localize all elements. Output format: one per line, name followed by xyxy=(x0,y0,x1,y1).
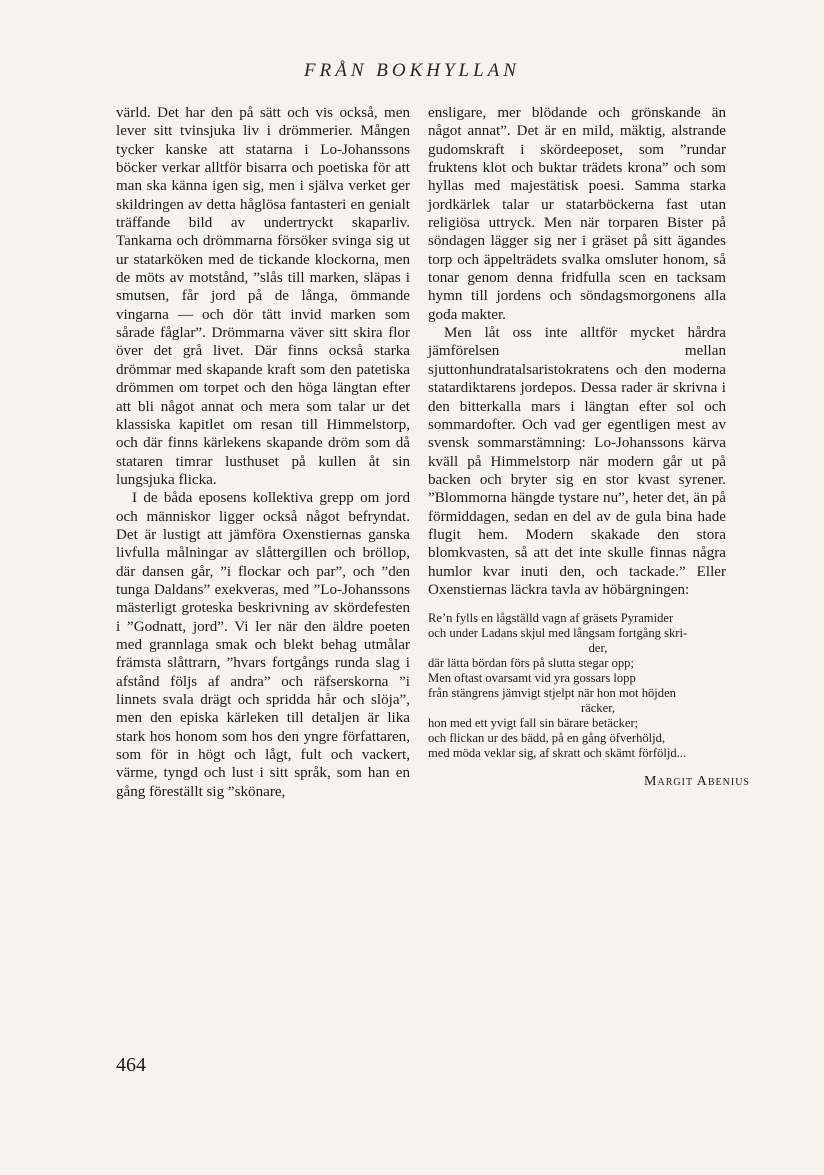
poem-line: och under Ladans skjul med långsam fortgång skri- xyxy=(428,626,688,640)
left-paragraph-2: I de båda eposens kollektiva grepp om jord och människor ligger också något befryndat. Det är lustigt att jämföra Oxenstiernas ganska livfulla målningar av slåttergillen och bröllop, där dansen går, ”i flockar och par”, och ”den tunga Daldans” exekveras, med ”Lo-Johanssons mästerligt groteska beskrivning av skördefesten i ”Godnatt, jord”. Vi ler när den äldre poeten med grannlaga smak och blekt behag utmålar främsta slåttrarn, ”hvars fortgångs runda slag i afstånd följs af andra” och räfserskorna ”i linnets svala drägt och spridda hår och slöja”, men den episka kärleken till detaljen är lika stark hos honom som hos den yngre författaren, som för in högt och lågt, fult och vackert, värme, tyngd och lust i sitt språk, som han en gång föreställt sig ”skönare, xyxy=(116,490,410,800)
poem-line-continuation: der, xyxy=(588,641,608,655)
poem-line: där lätta bördan förs på slutta stegar opp; xyxy=(428,656,634,670)
poem-line: och flickan ur des bädd, på en gång öfverhöljd, xyxy=(428,731,666,745)
poem-line: med möda veklar sig, af skratt och skämt förföljd... xyxy=(428,746,687,760)
left-paragraph-1: värld. Det har den på sätt och vis också, men lever sitt tvinsjuka liv i drömmerier. Mången tycker kanske att statarna i Lo-Johanssons böcker verkar alltför bisarra och poetiska för att man ska känna igen sig, men i själva verket ger skildringen av detta håglösa fantasteri en genialt träffande bild av undertryckt skaparliv. Tankarna och drömmarna försöker svinga sig ut ur statarköken med de tickande klockorna, men de möts av motstånd, ”slås till marken, släpas i smutsen, får jord på de långa, ömmande vingarna — och dör tätt invid marken som sårade fåglar”. Drömmarna väver sitt skira flor över det grå livet. Där finns också starka drömmar med skapande kraft som den patetiska drömmen om torpet och den höga längtan efter att bli något annat och mera som talar ur det klassiska kapitlet om resan till Himmelstorp, och där finns kärlekens skapande dröm som då stataren timrar lusthuset på kullen åt sin lungsjuka flicka. xyxy=(116,105,410,488)
right-text-column xyxy=(428,104,726,599)
poem-quotation xyxy=(428,611,728,761)
poem-line: från stängrens jämvigt stjelpt när hon mot höjden xyxy=(428,686,676,700)
right-paragraph-1: ensligare, mer blödande och grönskande än något annat”. Det är en mild, mäktig, alstrande gudomskraft i skördeeposet, som ”rundar fruktens klot och buktar trädets krona” och som hyllas med majestätisk poesi. Samma starka jordkärlek talar ur statarböckerna fast utan religiösa uttryck. Men när torparen Bister på söndagen lägger sig ner i gräset på sitt ägandes torp och äppelträdets svalka omsluter honom, så tonar genom denna fridfulla scen en tacksam hymn till jordens och söndagsmorgonens alla goda makter. xyxy=(428,105,726,323)
poem-line: Re’n fylls en lågställd vagn af gräsets Pyramider xyxy=(428,611,674,625)
page-number: 464 xyxy=(116,1054,146,1076)
running-header: FRÅN BOKHYLLAN xyxy=(304,60,520,81)
poem-line: Men oftast ovarsamt vid yra gossars lopp xyxy=(428,671,636,685)
right-paragraph-2: Men låt oss inte alltför mycket hårdra jämförelsen mellan sjuttonhundratalsaristokratens och den moderna statardiktarens jordepos. Dessa rader är skrivna i den bitterkalla mars i längtan efter sol och sommardofter. Och vad ger egentligen mest av svensk sommarstämning: Lo-Johanssons kärva kväll på Himmelstorp när modern går ut på backen och bryter sig en stor kvast syrener. ”Blommorna hängde tystare nu”, heter det, än på förmiddagen, sedan en del av de gula bina hade flugit hem. Modern skakade den stora blomkvasten, så att det inte skulle finnas några humlor kvar inuti den, och tackade.” Eller Oxenstiernas läckra tavla av höbärgningen: xyxy=(428,325,726,598)
left-text-column xyxy=(116,104,410,801)
author-signature: Margit Abenius xyxy=(644,774,750,789)
poem-line: hon med ett yvigt fall sin bärare betäcker; xyxy=(428,716,639,730)
poem-line-continuation: räcker, xyxy=(580,701,616,715)
